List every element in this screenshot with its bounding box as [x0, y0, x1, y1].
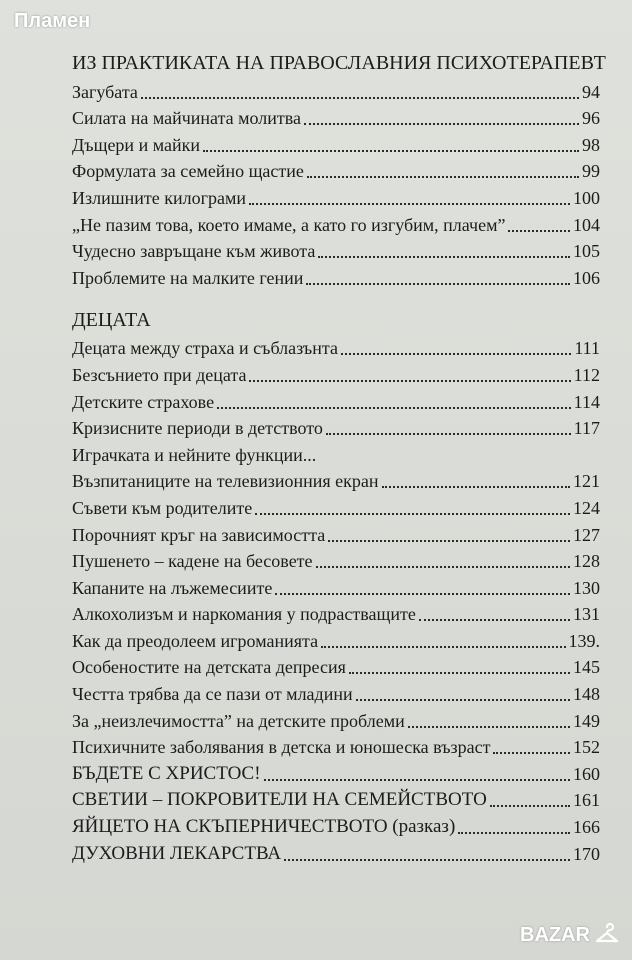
table-of-contents — [72, 50, 606, 865]
page-number: 127 — [573, 524, 600, 545]
entry-title: Как да преодолеем игроманията — [72, 630, 319, 651]
entry-title: СВЕТИИ – ПОКРОВИТЕЛИ НА СЕМЕЙСТВОТО — [72, 789, 487, 811]
dot-leader — [349, 658, 570, 674]
section-gap — [72, 289, 600, 307]
entry-title: Безсънието при децата — [72, 364, 247, 385]
toc-entry — [72, 785, 600, 812]
dot-leader — [328, 526, 570, 542]
dot-leader — [217, 393, 571, 409]
entry-title: Пушенето – кадене на бесовете — [72, 551, 313, 572]
section-heading: ИЗ ПРАКТИКАТА НА ПРАВОСЛАВНИЯ ПСИХОТЕРАПЕВТ — [72, 52, 606, 74]
toc-entry — [72, 386, 600, 413]
entry-title: Формулата за семейно щастие — [72, 161, 304, 182]
entry-title: ЯЙЦЕТО НА СКЪПЕРНИЧЕСТВОТО (разказ) — [72, 816, 456, 838]
entry-title: Възпитаниците на телевизионния екран — [72, 471, 379, 492]
dot-leader — [306, 269, 570, 285]
page-number: 124 — [573, 497, 600, 518]
entry-title: Психичните заболявания в детска и юношеска възраст — [72, 737, 491, 758]
seller-watermark: Пламен — [14, 10, 91, 32]
toc-entry — [72, 811, 600, 838]
entry-title: Капаните на лъжемесиите — [72, 577, 273, 598]
dot-leader — [316, 552, 570, 568]
dot-leader — [493, 738, 570, 754]
toc-entry — [72, 359, 600, 386]
page-number: 112 — [573, 364, 600, 385]
section-entries — [72, 333, 600, 759]
toc-entry — [72, 492, 600, 519]
page-number: 130 — [573, 577, 600, 598]
page-number: 166 — [573, 817, 600, 838]
bazar-logo — [520, 922, 620, 948]
toc-entry — [72, 652, 600, 679]
entry-title: Дъщери и майки — [72, 134, 200, 155]
page-number: 152 — [573, 737, 600, 758]
page-number: 104 — [573, 214, 600, 235]
dot-leader — [203, 136, 579, 152]
toc-entry — [72, 572, 600, 599]
dot-leader — [508, 216, 570, 232]
page-number: 121 — [573, 471, 600, 492]
dot-leader — [307, 162, 579, 178]
entry-title: Излишните килограми — [72, 187, 246, 208]
dot-leader — [255, 499, 570, 515]
page-number: 149 — [573, 710, 600, 731]
dot-leader — [382, 472, 570, 488]
toc-entry — [72, 546, 600, 573]
toc-entry — [72, 333, 600, 360]
entry-title: Чудесно завръщане към живота — [72, 241, 316, 262]
logo-text: BAZAR — [520, 923, 590, 946]
page-number: 98 — [582, 134, 600, 155]
page-number: 111 — [574, 338, 600, 359]
toc-entry — [72, 209, 600, 236]
page-number: 145 — [573, 657, 600, 678]
page-number: 131 — [573, 604, 600, 625]
page-number: 100 — [573, 187, 600, 208]
page-number: 139. — [568, 630, 600, 651]
page-number: 161 — [573, 790, 600, 811]
section-heading: ДЕЦАТА — [72, 308, 151, 331]
toc-entry — [72, 439, 600, 466]
entry-title: Кризисните периоди в детството — [72, 418, 323, 439]
entry-title: Алкохолизъм и наркомания у подрастващите — [72, 604, 416, 625]
toc-entry — [72, 182, 600, 209]
page-number: 94 — [582, 81, 600, 102]
entry-title: Проблемите на малките гении — [72, 267, 304, 288]
dot-leader — [249, 366, 570, 382]
dot-leader — [356, 685, 570, 701]
dot-leader — [141, 83, 579, 99]
toc-entry — [72, 519, 600, 546]
dot-leader — [284, 845, 570, 861]
entry-title: Особеностите на детската депресия — [72, 657, 346, 678]
section-entries — [72, 76, 600, 289]
toc-entry — [72, 262, 600, 289]
toc-entry — [72, 705, 600, 732]
page-number: 96 — [582, 108, 600, 129]
entry-title: Децата между страха и съблазънта — [72, 338, 338, 359]
toc-entry — [72, 413, 600, 440]
toc-entry — [72, 466, 600, 493]
entry-title: Детските страхове — [72, 391, 215, 412]
page-number: 114 — [573, 391, 600, 412]
entry-title: ДУХОВНИ ЛЕКАРСТВА — [72, 842, 282, 864]
section-entries — [72, 758, 600, 864]
toc-entry — [72, 129, 600, 156]
entry-title: Загубата — [72, 81, 138, 102]
entry-title: Съвети към родителите — [72, 497, 253, 518]
page-number: 106 — [573, 267, 600, 288]
entry-title: Играчката и нейните функции... — [72, 444, 317, 465]
dot-leader — [275, 579, 570, 595]
dot-leader — [318, 242, 570, 258]
dot-leader — [419, 605, 570, 621]
dot-leader — [319, 448, 597, 462]
page-number: 170 — [573, 843, 600, 864]
entry-title: Честта трябва да се пази от младини — [72, 684, 353, 705]
toc-entry — [72, 838, 600, 865]
page-number: 148 — [573, 684, 600, 705]
dot-leader — [408, 712, 570, 728]
dot-leader — [249, 189, 570, 205]
dot-leader — [341, 339, 571, 355]
toc-entry — [72, 678, 600, 705]
dot-leader — [304, 109, 579, 125]
entry-title: Силата на майчината молитва — [72, 108, 302, 129]
page-number: 99 — [582, 161, 600, 182]
toc-entry — [72, 599, 600, 626]
toc-entry — [72, 236, 600, 263]
page-number: 160 — [573, 763, 600, 784]
page-number: 117 — [573, 418, 600, 439]
entry-title: Порочният кръг на зависимостта — [72, 524, 326, 545]
dot-leader — [264, 765, 570, 781]
page-number: 128 — [573, 551, 600, 572]
toc-entry — [72, 156, 600, 183]
dot-leader — [321, 632, 565, 648]
dot-leader — [490, 791, 570, 807]
toc-entry — [72, 103, 600, 130]
hanger-icon — [594, 922, 620, 948]
toc-entry — [72, 758, 600, 785]
toc-entry — [72, 625, 600, 652]
page-number: 105 — [573, 241, 600, 262]
dot-leader — [326, 419, 571, 435]
entry-title: За „неизлечимостта” на детските проблеми — [72, 710, 405, 731]
toc-entry — [72, 76, 600, 103]
entry-title: „Не пазим това, което имаме, а като го изгубим, плачем” — [72, 214, 506, 235]
toc-entry — [72, 732, 600, 759]
entry-title: БЪДЕТЕ С ХРИСТОС! — [72, 762, 261, 784]
dot-leader — [458, 818, 570, 834]
